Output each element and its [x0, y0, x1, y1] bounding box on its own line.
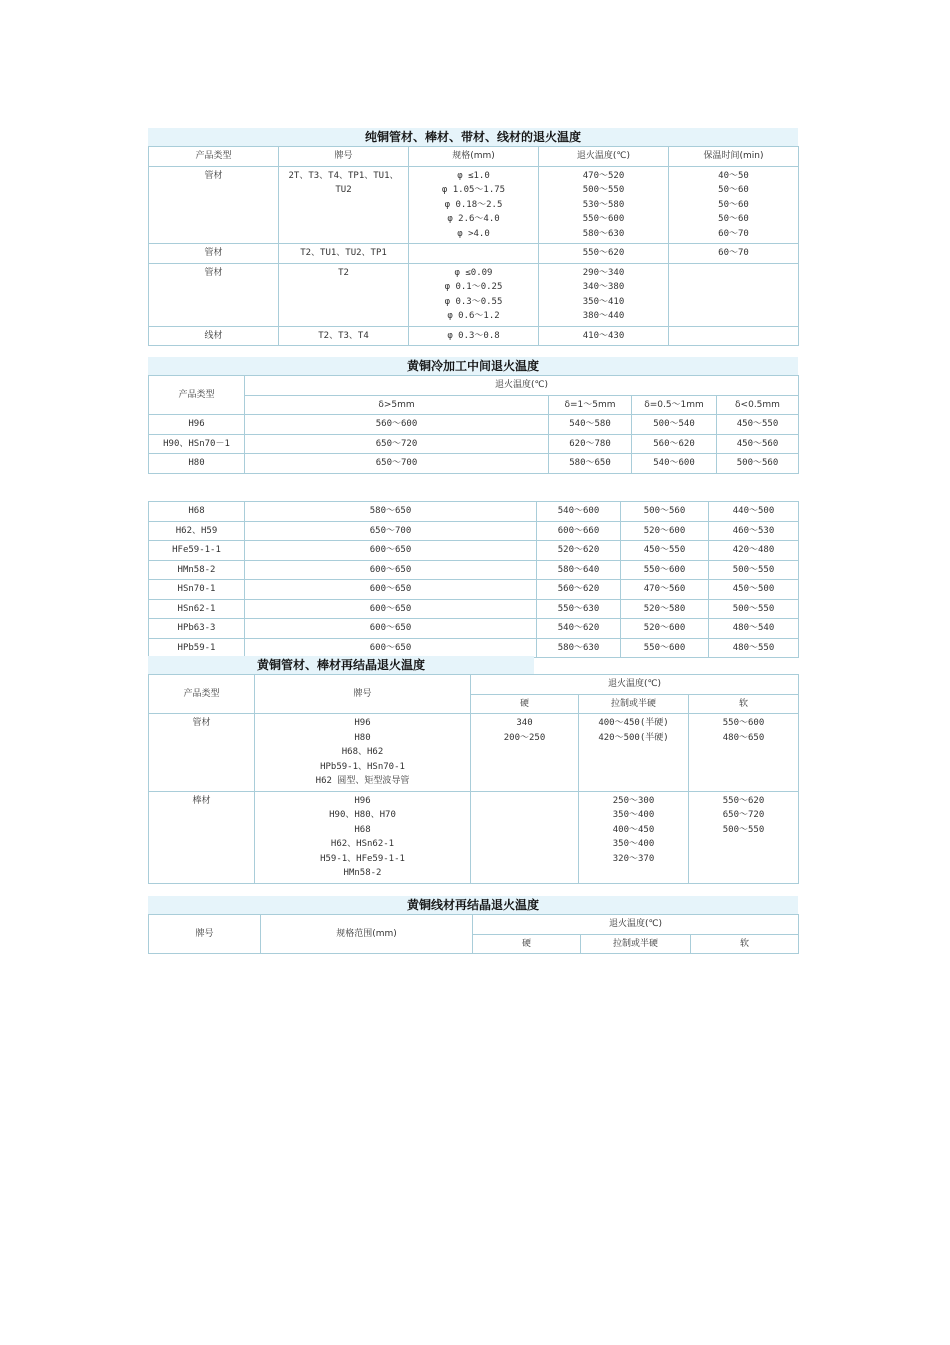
table-row: [149, 244, 799, 264]
table-cell: H96 H90、H80、H70 H68 H62、HSn62-1 H59-1、HFe59-1-1 HMn58-2: [255, 791, 471, 883]
table-cell: 580～640: [537, 560, 621, 580]
table-row: [149, 619, 799, 639]
table-caption: 黄铜线材再结晶退火温度: [148, 896, 798, 914]
header-cell: 退火温度(℃): [539, 147, 669, 167]
table-cell: 500～560: [717, 454, 799, 474]
header-cell: δ<0.5mm: [717, 395, 799, 415]
table-cell: [669, 263, 799, 326]
table-cell: HSn62-1: [149, 599, 245, 619]
table-row: [149, 415, 799, 435]
table-cell: [409, 244, 539, 264]
table-cell: 550～620: [539, 244, 669, 264]
table-cell: 500～550: [709, 560, 799, 580]
table-cell: 管材: [149, 263, 279, 326]
table-cell: 520～600: [621, 521, 709, 541]
table-cell: H90、HSn70－1: [149, 434, 245, 454]
table-cell: H68: [149, 502, 245, 522]
table-row: [149, 580, 799, 600]
table-cell: 520～620: [537, 541, 621, 561]
table-header-row: [149, 395, 799, 415]
table-cell: T2、TU1、TU2、TP1: [279, 244, 409, 264]
table-brass-intermediate-continued: [148, 501, 798, 658]
header-cell: 产品类型: [149, 675, 255, 714]
header-cell: 牌号: [149, 915, 261, 954]
table-cell: 550～600: [621, 560, 709, 580]
header-cell: δ=0.5～1mm: [632, 395, 717, 415]
table-cell: 650～700: [245, 521, 537, 541]
table-cell: 600～650: [245, 619, 537, 639]
table-header-row: [149, 915, 799, 935]
table-caption: 黄铜管材、棒材再结晶退火温度: [148, 656, 534, 674]
table-cell: 450～550: [717, 415, 799, 435]
table-cell: 450～550: [621, 541, 709, 561]
table-cell: 560～600: [245, 415, 549, 435]
table-cell: HMn58-2: [149, 560, 245, 580]
table-cell: 棒材: [149, 791, 255, 883]
header-cell: 硬: [471, 694, 579, 714]
table-row: [149, 502, 799, 522]
table-cell: 560～620: [537, 580, 621, 600]
table-cell: 40～50 50～60 50～60 50～60 60～70: [669, 166, 799, 244]
table-row: [149, 714, 799, 792]
header-cell: 牌号: [255, 675, 471, 714]
table-cell: 550～600: [621, 638, 709, 658]
table-cell: 600～650: [245, 560, 537, 580]
table-cell: φ ≤1.0 φ 1.05～1.75 φ 0.18～2.5 φ 2.6～4.0 φ >4.0: [409, 166, 539, 244]
table-cell: 2T、T3、T4、TP1、TU1、 TU2: [279, 166, 409, 244]
header-cell: 规格(mm): [409, 147, 539, 167]
table-brass-intermediate: [148, 357, 798, 474]
table-cell: 480～550: [709, 638, 799, 658]
header-cell: 保温时间(min): [669, 147, 799, 167]
table-cell: 550～620 650～720 500～550: [689, 791, 799, 883]
table-row: [149, 326, 799, 346]
table-cell: 600～650: [245, 599, 537, 619]
header-cell: 产品类型: [149, 147, 279, 167]
table-row: [149, 434, 799, 454]
table-cell: 500～550: [709, 599, 799, 619]
table-cell: 600～650: [245, 541, 537, 561]
table-row: [149, 791, 799, 883]
table-cell: 580～630: [537, 638, 621, 658]
header-cell: 退火温度(℃): [471, 675, 799, 695]
table-cell: 管材: [149, 244, 279, 264]
header-cell: 退火温度(℃): [473, 915, 799, 935]
table-cell: H96 H80 H68、H62 HPb59-1、HSn70-1 H62 圆型、矩型波导管: [255, 714, 471, 792]
table-brass-tube-rod-recrystallization: [148, 656, 798, 884]
header-cell: 产品类型: [149, 376, 245, 415]
table-cell: 410～430: [539, 326, 669, 346]
table-cell: 550～630: [537, 599, 621, 619]
table-cell: 440～500: [709, 502, 799, 522]
table-caption: 黄铜冷加工中间退火温度: [148, 357, 798, 375]
table-cell: 460～530: [709, 521, 799, 541]
table-row: [149, 166, 799, 244]
table-cell: 线材: [149, 326, 279, 346]
header-cell: δ>5mm: [245, 395, 549, 415]
table-cell: 250～300 350～400 400～450 350～400 320～370: [579, 791, 689, 883]
table-brass-wire-recrystallization: [148, 896, 798, 954]
table-cell: 540～580: [549, 415, 632, 435]
table-cell: 340 200～250: [471, 714, 579, 792]
table-cell: φ ≤0.09 φ 0.1～0.25 φ 0.3～0.55 φ 0.6～1.2: [409, 263, 539, 326]
table-cell: 450～560: [717, 434, 799, 454]
table-cell: 620～780: [549, 434, 632, 454]
table-cell: H62、H59: [149, 521, 245, 541]
table-cell: 550～600 480～650: [689, 714, 799, 792]
table-header-row: [149, 147, 799, 167]
header-cell: 软: [691, 934, 799, 954]
table-cell: 480～540: [709, 619, 799, 639]
table-cell: 650～720: [245, 434, 549, 454]
table-header-row: [149, 675, 799, 695]
table-cell: H80: [149, 454, 245, 474]
table-cell: HPb59-1: [149, 638, 245, 658]
table-cell: 580～650: [245, 502, 537, 522]
table-cell: 520～580: [621, 599, 709, 619]
table-row: [149, 521, 799, 541]
table-cell: 60～70: [669, 244, 799, 264]
table-cell: [471, 791, 579, 883]
table-cell: [669, 326, 799, 346]
header-cell: δ=1～5mm: [549, 395, 632, 415]
table-cell: 管材: [149, 714, 255, 792]
table-cell: 400～450(半硬) 420～500(半硬): [579, 714, 689, 792]
table-row: [149, 454, 799, 474]
table-cell: 600～650: [245, 638, 537, 658]
table-cell: 420～480: [709, 541, 799, 561]
table-cell: T2、T3、T4: [279, 326, 409, 346]
table-cell: HPb63-3: [149, 619, 245, 639]
table-cell: H96: [149, 415, 245, 435]
table-row: [149, 599, 799, 619]
table-cell: 管材: [149, 166, 279, 244]
table-pure-copper: [148, 128, 798, 346]
header-cell: 牌号: [279, 147, 409, 167]
table-cell: 500～560: [621, 502, 709, 522]
table-cell: 520～600: [621, 619, 709, 639]
table-cell: HSn70-1: [149, 580, 245, 600]
table-cell: 470～560: [621, 580, 709, 600]
table-cell: 580～650: [549, 454, 632, 474]
header-cell: 拉制或半硬: [579, 694, 689, 714]
table-caption: 纯铜管材、棒材、带材、线材的退火温度: [148, 128, 798, 146]
table-cell: φ 0.3～0.8: [409, 326, 539, 346]
table-cell: 560～620: [632, 434, 717, 454]
table-row: [149, 541, 799, 561]
table-row: [149, 638, 799, 658]
table-cell: 650～700: [245, 454, 549, 474]
header-cell: 软: [689, 694, 799, 714]
table-cell: 290～340 340～380 350～410 380～440: [539, 263, 669, 326]
table-row: [149, 263, 799, 326]
header-cell: 退火温度(℃): [245, 376, 799, 396]
table-header-row: [149, 376, 799, 396]
header-cell: 拉制或半硬: [581, 934, 691, 954]
table-cell: 450～500: [709, 580, 799, 600]
table-cell: 540～600: [632, 454, 717, 474]
table-cell: 470～520 500～550 530～580 550～600 580～630: [539, 166, 669, 244]
table-cell: 540～600: [537, 502, 621, 522]
table-cell: 500～540: [632, 415, 717, 435]
header-cell: 规格范围(mm): [261, 915, 473, 954]
table-row: [149, 560, 799, 580]
table-cell: 540～620: [537, 619, 621, 639]
header-cell: 硬: [473, 934, 581, 954]
table-cell: 600～650: [245, 580, 537, 600]
table-cell: T2: [279, 263, 409, 326]
table-cell: 600～660: [537, 521, 621, 541]
table-cell: HFe59-1-1: [149, 541, 245, 561]
